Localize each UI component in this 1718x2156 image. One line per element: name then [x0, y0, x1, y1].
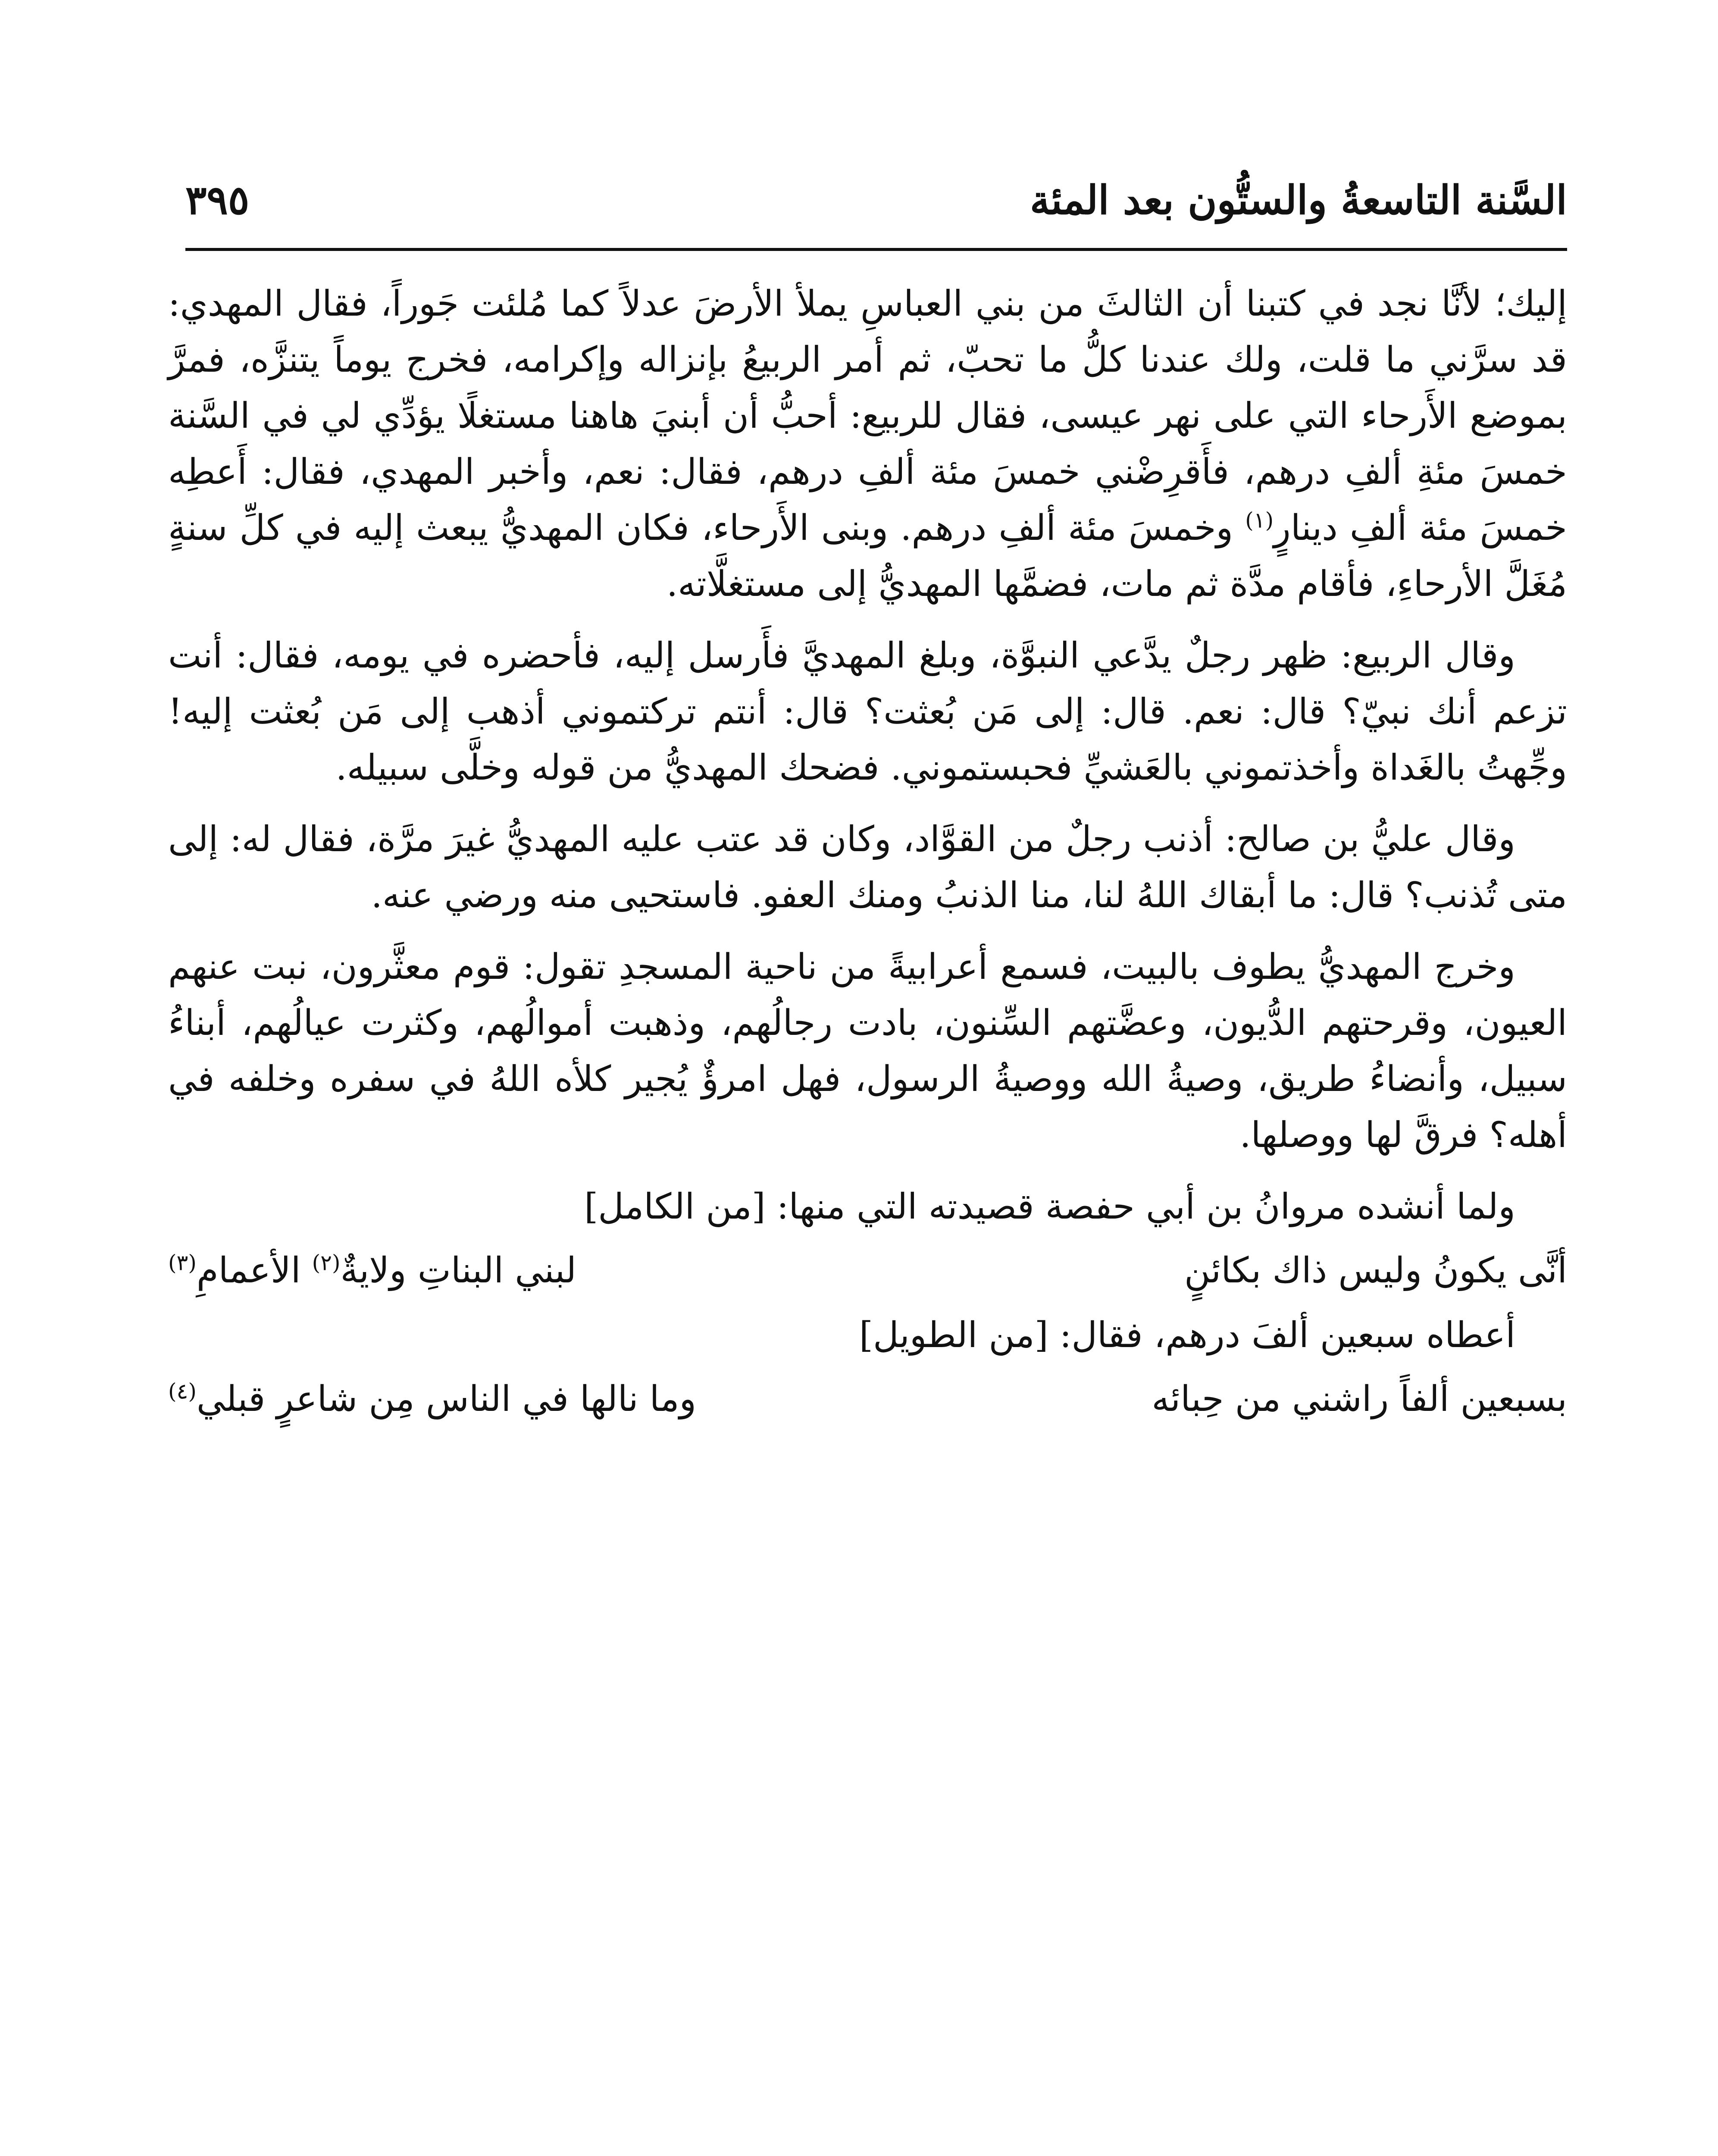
footnote-marker-1: (١): [1245, 508, 1274, 533]
running-title: السَّنة التاسعةُ والستُّون بعد المئة: [1030, 177, 1567, 223]
footnote-marker-4: (٤): [168, 1379, 197, 1404]
verse-1-second-hemistich-a: لبني البناتِ ولايةٌ: [340, 1250, 577, 1291]
page-number: ٣٩٥: [185, 177, 250, 223]
header-rule: [185, 248, 1567, 251]
verse-2-first-hemistich: بسبعين ألفاً راشني من حِبائه: [1152, 1379, 1567, 1420]
paragraph-4: وخرج المهديُّ يطوف بالبيت، فسمع أعرابيةً من ناحية المسجدِ تقول: قوم معثَّرون، نبت عنهم العيون، وقرحتهم الدُّيون، وعضَّتهم السِّنون، بادت رجالُهم، وذهبت أموالُهم، وكثرت عيالُهم، أبناءُ سبيل، وأنضاءُ طريق، وصيةُ الله ووصيةُ الرسول، فهل امرؤٌ يُجير كلأه اللهُ في سفره وخلفه في أهله؟ فرقَّ لها ووصلها.: [168, 946, 1567, 1156]
verse-1: [168, 1243, 1567, 1299]
footnote-marker-3: (٣): [168, 1250, 197, 1275]
verse-2-intro: أعطاه سبعين ألفَ درهم، فقال: [من الطويل]: [859, 1315, 1515, 1356]
verse-2-second-hemistich: [168, 1371, 696, 1427]
page-header: [185, 172, 1567, 237]
paragraph-1: [168, 276, 1567, 612]
paragraph-1-text: إليك؛ لأنَّا نجد في كتبنا أن الثالثَ من بني العباسِ يملأ الأرضَ عدلاً كما مُلئت جَوراً، فقال المهدي: قد سرَّني ما قلت، ولك عندنا كلُّ ما تحبّ، ثم أمر الربيعُ بإنزاله وإكرامه، فخرج يوماً يتنزَّه، فمرَّ بموضع الأَرحاء التي على نهر عيسى، فقال للربيع: أحبُّ أن أبنيَ هاهنا مستغلًا يؤدِّي لي في السَّنة خمسَ مئةِ ألفِ درهم، فأَقرِضْني خمسَ مئة ألفِ درهم، فقال: نعم، وأخبر المهدي، فقال: أَعطِه خمسَ مئة ألفِ دينارٍ: [168, 283, 1567, 548]
verse-1-intro: ولما أنشده مروانُ بن أبي حفصة قصيدته التي منها: [من الكامل]: [584, 1186, 1515, 1227]
verse-2: [168, 1371, 1567, 1427]
verse-1-first-hemistich: أنَّى يكونُ وليس ذاك بكائنٍ: [1184, 1250, 1567, 1291]
verse-1-second-hemistich-b: الأعمامِ: [196, 1250, 312, 1291]
verse-2-second-hemistich-text: وما نالها في الناس مِن شاعرٍ قبلي: [196, 1379, 697, 1420]
paragraph-3: وقال عليُّ بن صالح: أذنب رجلٌ من القوَّاد، وكان قد عتب عليه المهديُّ غيرَ مرَّة، فقال له: إلى متى تُذنب؟ قال: ما أبقاك اللهُ لنا، منا الذنبُ ومنك العفو. فاستحيى منه ورضي عنه.: [168, 819, 1567, 916]
verse-1-second-hemistich: [168, 1243, 576, 1299]
main-text: [168, 276, 1567, 1436]
paragraph-1-continuation: وخمسَ مئة ألفِ درهم. وبنى الأَرحاء، فكان المهديُّ يبعث إليه في كلِّ سنةٍ مُغَلَّ الأرحاءِ، فأقام مدَّة ثم مات، فضمَّها المهديُّ إلى مستغلَّاته.: [168, 508, 1567, 605]
paragraph-2: وقال الربيع: ظهر رجلٌ يدَّعي النبوَّة، وبلغ المهديَّ فأَرسل إليه، فأحضره في يومه، فقال: أنت تزعم أنك نبيّ؟ قال: نعم. قال: إلى مَن بُعثت؟ قال: أنتم تركتموني أذهب إلى مَن بُعثت إليه! وجِّهتُ بالغَداة وأخذتموني بالعَشيِّ فحبستموني. فضحك المهديُّ من قوله وخلَّى سبيله.: [168, 635, 1567, 788]
footnote-marker-2: (٢): [312, 1250, 341, 1275]
